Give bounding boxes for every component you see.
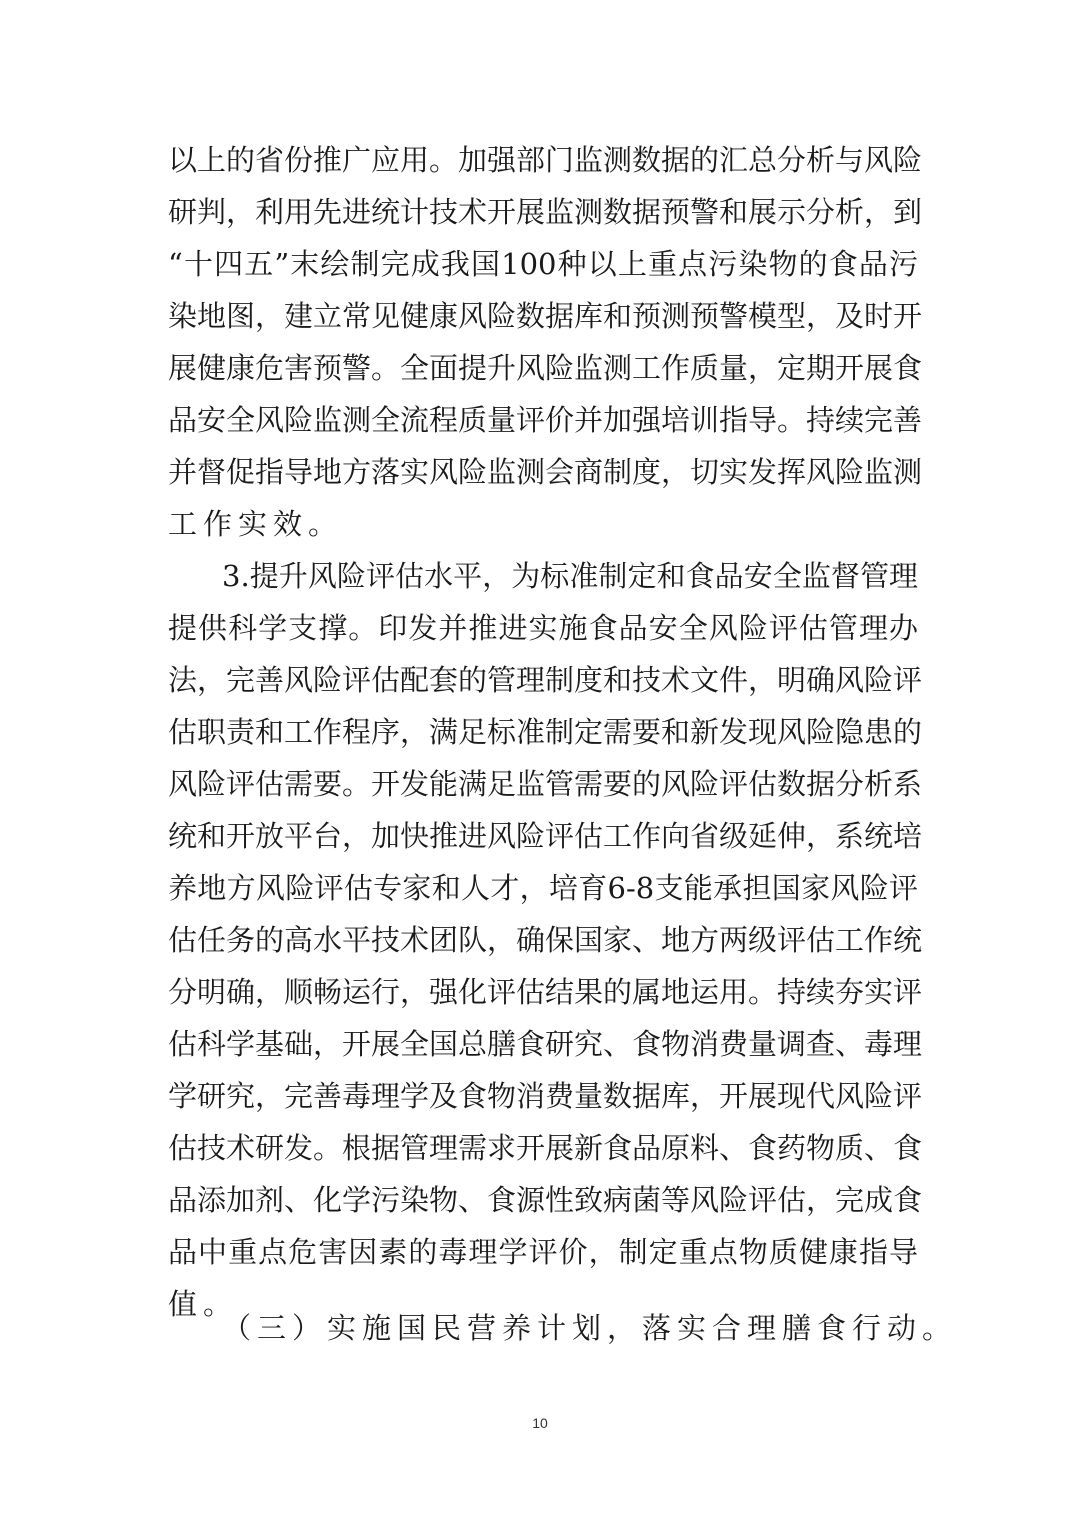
text-line: 法，完善风险评估配套的管理制度和技术文件，明确风险评: [168, 663, 923, 697]
paragraph-3: [168, 550, 923, 1330]
text-line: 分明确，顺畅运行，强化评估结果的属地运用。持续夯实评: [168, 975, 923, 1009]
paragraph-continued: [168, 134, 923, 550]
text-line: 统和开放平台，加快推进风险评估工作向省级延伸，系统培: [168, 819, 923, 853]
text-line: 品安全风险监测全流程质量评价并加强培训指导。持续完善: [168, 403, 923, 437]
text-line: “十四五”末绘制完成我国100种以上重点污染物的食品污: [168, 247, 918, 281]
text-line: 提供科学支撑。印发并推进实施食品安全风险评估管理办: [168, 611, 918, 645]
text-line: 估科学基础，开展全国总膳食研究、食物消费量调查、毒理: [168, 1027, 923, 1061]
text-line: 并督促指导地方落实风险监测会商制度，切实发挥风险监测: [168, 455, 923, 489]
text-line: 3.提升风险评估水平，为标准制定和食品安全监督管理: [222, 559, 918, 593]
text-line: 估任务的高水平技术团队，确保国家、地方两级评估工作统: [168, 923, 923, 957]
text-line: 研判，利用先进统计技术开展监测数据预警和展示分析，到: [168, 195, 923, 229]
text-line: 养地方风险评估专家和人才，培育6-8支能承担国家风险评: [168, 871, 918, 905]
text-line: 以上的省份推广应用。加强部门监测数据的汇总分析与风险: [168, 143, 923, 177]
text-line: 学研究，完善毒理学及食物消费量数据库，开展现代风险评: [168, 1079, 923, 1113]
text-line: 展健康危害预警。全面提升风险监测工作质量，定期开展食: [168, 351, 923, 385]
text-line: 品中重点危害因素的毒理学评价，制定重点物质健康指导: [168, 1235, 918, 1269]
section-heading: （三）实施国民营养计划，落实合理膳食行动。: [222, 1311, 958, 1345]
page-number: 10: [532, 1415, 548, 1431]
text-line: 品添加剂、化学污染物、食源性致病菌等风险评估，完成食: [168, 1183, 923, 1217]
text-line: 估职责和工作程序，满足标准制定需要和新发现风险隐患的: [168, 715, 923, 749]
text-line: 风险评估需要。开发能满足监管需要的风险评估数据分析系: [168, 767, 923, 801]
text-line: 染地图，建立常见健康风险数据库和预测预警模型，及时开: [168, 299, 923, 333]
text-line: 估技术研发。根据管理需求开展新食品原料、食药物质、食: [168, 1131, 923, 1165]
text-line: 值。: [168, 1287, 239, 1321]
text-line: 工作实效。: [168, 507, 344, 541]
